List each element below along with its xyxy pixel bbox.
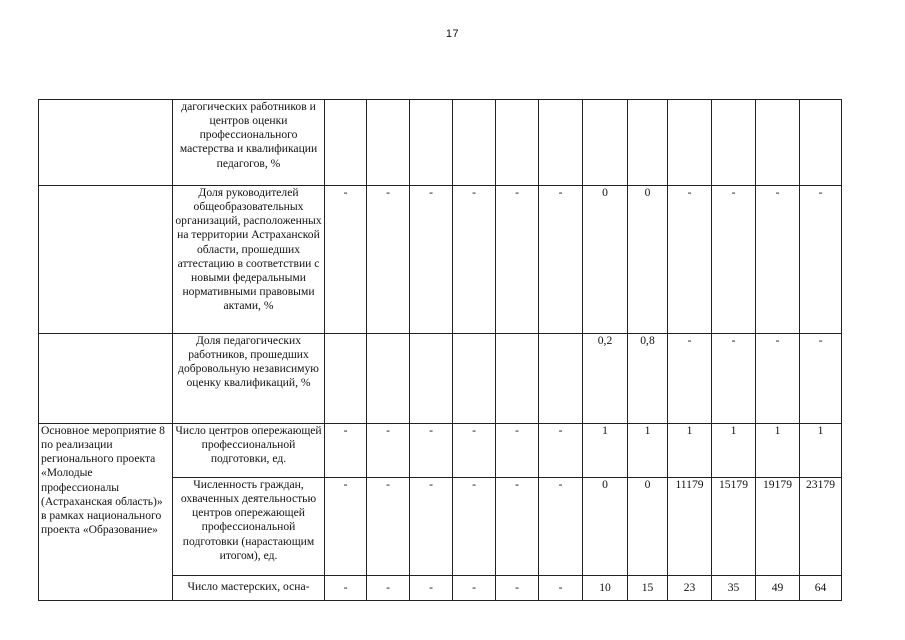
value-cell: 15 bbox=[628, 576, 668, 601]
value-cell bbox=[800, 100, 842, 186]
value-cell: 0 bbox=[583, 186, 628, 334]
page-number: 17 bbox=[445, 28, 460, 40]
measure-cell-empty bbox=[39, 100, 173, 186]
value-cell: - bbox=[325, 186, 367, 334]
value-cell: - bbox=[367, 424, 410, 478]
value-cell: - bbox=[453, 424, 496, 478]
value-cell: - bbox=[410, 186, 453, 334]
value-cell: - bbox=[756, 186, 800, 334]
value-cell bbox=[756, 100, 800, 186]
indicator-cell: Число центров опережающей профессиональной подготовки, ед. bbox=[173, 424, 325, 478]
value-cell bbox=[628, 100, 668, 186]
value-cell: 23179 bbox=[800, 478, 842, 576]
value-cell: 49 bbox=[756, 576, 800, 601]
value-cell bbox=[453, 334, 496, 424]
value-cell: 35 bbox=[712, 576, 756, 601]
value-cell: - bbox=[325, 576, 367, 601]
value-cell: - bbox=[539, 576, 583, 601]
measure-cell-empty bbox=[39, 334, 173, 424]
value-cell bbox=[712, 100, 756, 186]
value-cell bbox=[668, 100, 712, 186]
value-cell: - bbox=[539, 478, 583, 576]
value-cell: - bbox=[712, 334, 756, 424]
value-cell: - bbox=[496, 576, 539, 601]
value-cell: - bbox=[800, 334, 842, 424]
indicator-cell: Доля педагогических работников, прошедших добровольную независимую оценку квалификаций, % bbox=[173, 334, 325, 424]
value-cell: 64 bbox=[800, 576, 842, 601]
value-cell: 0,8 bbox=[628, 334, 668, 424]
value-cell: 1 bbox=[756, 424, 800, 478]
value-cell: 0,2 bbox=[583, 334, 628, 424]
value-cell: 23 bbox=[668, 576, 712, 601]
value-cell: 1 bbox=[668, 424, 712, 478]
indicator-cell: Доля руководителей общеобразовательных организаций, расположенных на территории Астраханской области, прошедших аттестацию в соответствии с новыми федеральными нормативными правовыми актами, % bbox=[173, 186, 325, 334]
value-cell bbox=[453, 100, 496, 186]
value-cell: 11179 bbox=[668, 478, 712, 576]
value-cell bbox=[367, 334, 410, 424]
value-cell: 1 bbox=[800, 424, 842, 478]
table-row bbox=[39, 186, 842, 334]
value-cell: 1 bbox=[628, 424, 668, 478]
value-cell: 15179 bbox=[712, 478, 756, 576]
value-cell: - bbox=[325, 424, 367, 478]
value-cell bbox=[539, 100, 583, 186]
value-cell: 1 bbox=[712, 424, 756, 478]
value-cell: 19179 bbox=[756, 478, 800, 576]
value-cell: - bbox=[496, 186, 539, 334]
value-cell: 1 bbox=[583, 424, 628, 478]
value-cell: - bbox=[367, 478, 410, 576]
indicator-cell: Число мастерских, осна- bbox=[173, 576, 325, 601]
value-cell: - bbox=[800, 186, 842, 334]
value-cell: - bbox=[367, 576, 410, 601]
value-cell: - bbox=[712, 186, 756, 334]
value-cell: - bbox=[668, 334, 712, 424]
value-cell: - bbox=[410, 478, 453, 576]
value-cell: 0 bbox=[583, 478, 628, 576]
value-cell: - bbox=[410, 424, 453, 478]
value-cell bbox=[496, 334, 539, 424]
table-row bbox=[39, 334, 842, 424]
value-cell bbox=[325, 334, 367, 424]
value-cell bbox=[367, 100, 410, 186]
value-cell: - bbox=[453, 186, 496, 334]
value-cell: - bbox=[496, 424, 539, 478]
value-cell: - bbox=[496, 478, 539, 576]
value-cell bbox=[410, 100, 453, 186]
table-row bbox=[39, 100, 842, 186]
value-cell: - bbox=[539, 186, 583, 334]
value-cell: 10 bbox=[583, 576, 628, 601]
measure-cell: Основное мероприятие 8 по реализации регионального проекта «Молодые профессионалы (Астраханская область)» в рамках национального проекта «Образование» bbox=[39, 424, 173, 601]
value-cell bbox=[325, 100, 367, 186]
value-cell bbox=[539, 334, 583, 424]
value-cell: - bbox=[756, 334, 800, 424]
value-cell bbox=[496, 100, 539, 186]
program-table bbox=[38, 99, 842, 601]
table-row bbox=[39, 424, 842, 478]
value-cell: - bbox=[668, 186, 712, 334]
value-cell: 0 bbox=[628, 186, 668, 334]
value-cell: - bbox=[539, 424, 583, 478]
value-cell: - bbox=[410, 576, 453, 601]
value-cell: - bbox=[453, 576, 496, 601]
value-cell: - bbox=[325, 478, 367, 576]
value-cell bbox=[410, 334, 453, 424]
value-cell: - bbox=[367, 186, 410, 334]
value-cell: 0 bbox=[628, 478, 668, 576]
value-cell: - bbox=[453, 478, 496, 576]
measure-cell-empty bbox=[39, 186, 173, 334]
value-cell bbox=[583, 100, 628, 186]
indicator-cell: Численность граждан, охваченных деятельностью центров опережающей профессиональной подготовки (нарастающим итогом), ед. bbox=[173, 478, 325, 576]
indicator-cell: дагогических работников и центров оценки профессионального мастерства и квалификации педагогов, % bbox=[173, 100, 325, 186]
